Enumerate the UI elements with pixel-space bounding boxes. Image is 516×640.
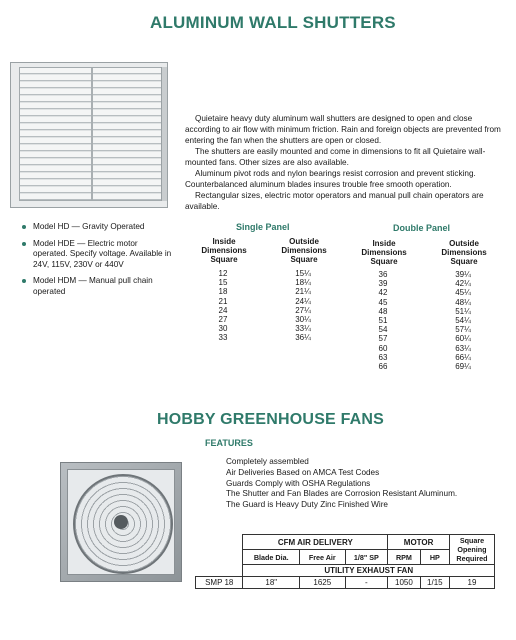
double-outside-value: 54¼ — [455, 316, 471, 326]
double-inside-value: 36 — [378, 270, 388, 279]
free-air-header: Free Air — [300, 550, 345, 565]
single-inside-value: 12 — [218, 269, 228, 278]
sp-header: 1/8" SP — [345, 550, 388, 565]
double-panel-title: Double Panel — [393, 223, 451, 233]
single-inside-value: 30 — [218, 324, 228, 334]
opening-cell: 19 — [450, 577, 495, 589]
double-outside-value: 69¼ — [455, 362, 471, 372]
single-outside-value: 21¼ — [295, 287, 311, 297]
blade-cell: 18" — [243, 577, 300, 589]
fans-title: HOBBY GREENHOUSE FANS — [157, 411, 385, 428]
model-item: Model HDE — Electric motor operated. Specify voltage. Available in 24V, 115V, 230V or 440V — [22, 239, 174, 271]
double-inside-header: Inside Dimensions Square — [361, 239, 407, 267]
features-list — [226, 457, 457, 511]
shutter-photo — [10, 62, 168, 208]
double-inside-value: 51 — [378, 316, 388, 326]
shutters-title: ALUMINUM WALL SHUTTERS — [150, 13, 396, 32]
sp-cell: - — [345, 577, 388, 589]
double-outside-value: 39¼ — [455, 270, 471, 279]
double-outside-value: 45¼ — [455, 288, 471, 298]
single-outside-value: 24¼ — [295, 296, 311, 306]
rpm-header: RPM — [388, 550, 420, 565]
blade-header: Blade Dia. — [243, 550, 300, 565]
feature-item: Completely assembled — [226, 457, 309, 466]
single-inside-value: 15 — [218, 278, 228, 288]
rpm-cell: 1050 — [388, 577, 420, 589]
single-outside-value: 18¼ — [295, 278, 311, 288]
table-row — [196, 577, 495, 589]
model-item: Model HD — Gravity Operated — [22, 222, 174, 233]
single-inside-value: 24 — [218, 305, 228, 315]
feature-item: The Shutter and Fan Blades are Corrosion Resistant Aluminum. — [226, 489, 458, 499]
double-inside-values — [366, 270, 400, 371]
hp-header: HP — [420, 550, 449, 565]
model-list — [22, 222, 174, 303]
cfm-header: CFM AIR DELIVERY — [243, 535, 388, 550]
model-item: Model HDM — Manual pull chain operated — [22, 276, 174, 297]
description-paragraph: The shutters are easily mounted and come in dimensions to fit all Quietaire wall-mounted fans. Other sizes are also available. — [185, 147, 486, 167]
single-outside-value: 15¼ — [295, 269, 311, 278]
double-inside-value: 63 — [378, 352, 388, 362]
double-outside-value: 51¼ — [455, 306, 471, 316]
single-outside-value: 33¼ — [295, 324, 311, 334]
fan-spec-table — [195, 534, 495, 589]
single-outside-value: 36¼ — [295, 333, 311, 343]
hp-cell: 1/15 — [420, 577, 449, 589]
description-paragraph: Quietaire heavy duty aluminum wall shutters are designed to open and close according to air flow with minimum friction. Rain and foreign objects are prevented from entering the fan when the shutters are open or closed. — [185, 114, 501, 145]
double-outside-value: 42¼ — [455, 279, 471, 289]
opening-header: Square Opening Required — [450, 535, 495, 565]
double-outside-value: 57¼ — [455, 325, 471, 335]
single-inside-value: 21 — [218, 296, 228, 306]
single-inside-values — [206, 269, 240, 343]
section-header: UTILITY EXHAUST FAN — [243, 565, 495, 577]
double-inside-value: 45 — [378, 297, 388, 307]
double-inside-value: 54 — [378, 325, 388, 335]
single-outside-header: Outside Dimensions Square — [281, 237, 327, 265]
free-air-cell: 1625 — [300, 577, 345, 589]
features-title: FEATURES — [205, 438, 253, 448]
double-outside-value: 66¼ — [455, 352, 471, 362]
double-inside-value: 57 — [378, 334, 388, 344]
model-cell: SMP 18 — [196, 577, 243, 589]
single-inside-value: 18 — [218, 287, 228, 297]
double-outside-value: 60¼ — [455, 334, 471, 344]
motor-header: MOTOR — [388, 535, 450, 550]
single-outside-value: 30¼ — [295, 315, 311, 325]
description-paragraph: Aluminum pivot rods and nylon bearings resist corrosion and prevent sticking. Counterbalanced aluminum blades insures trouble free smooth operation. — [185, 169, 476, 189]
single-inside-value: 33 — [218, 333, 228, 343]
feature-item: Air Deliveries Based on AMCA Test Codes — [226, 467, 380, 477]
single-outside-value: 27¼ — [295, 305, 311, 315]
description-paragraph: Rectangular sizes, electric motor operators and manual pull chain operators are available. — [185, 191, 484, 211]
double-outside-value: 63¼ — [455, 343, 471, 353]
single-outside-values — [286, 269, 320, 343]
feature-item: Guards Comply with OSHA Regulations — [226, 478, 371, 488]
single-inside-header: Inside Dimensions Square — [201, 237, 247, 265]
feature-item: The Guard is Heavy Duty Zinc Finished Wire — [226, 500, 388, 510]
double-inside-value: 48 — [378, 306, 388, 316]
shutters-description — [185, 113, 507, 212]
double-outside-values — [446, 270, 480, 371]
double-inside-value: 60 — [378, 343, 388, 353]
double-outside-header: Outside Dimensions Square — [441, 239, 487, 267]
single-panel-title: Single Panel — [236, 222, 290, 232]
single-inside-value: 27 — [218, 315, 228, 325]
double-outside-value: 48¼ — [455, 297, 471, 307]
fan-photo — [60, 462, 182, 582]
double-inside-value: 66 — [378, 362, 388, 372]
double-inside-value: 39 — [378, 279, 388, 289]
double-inside-value: 42 — [378, 288, 388, 298]
